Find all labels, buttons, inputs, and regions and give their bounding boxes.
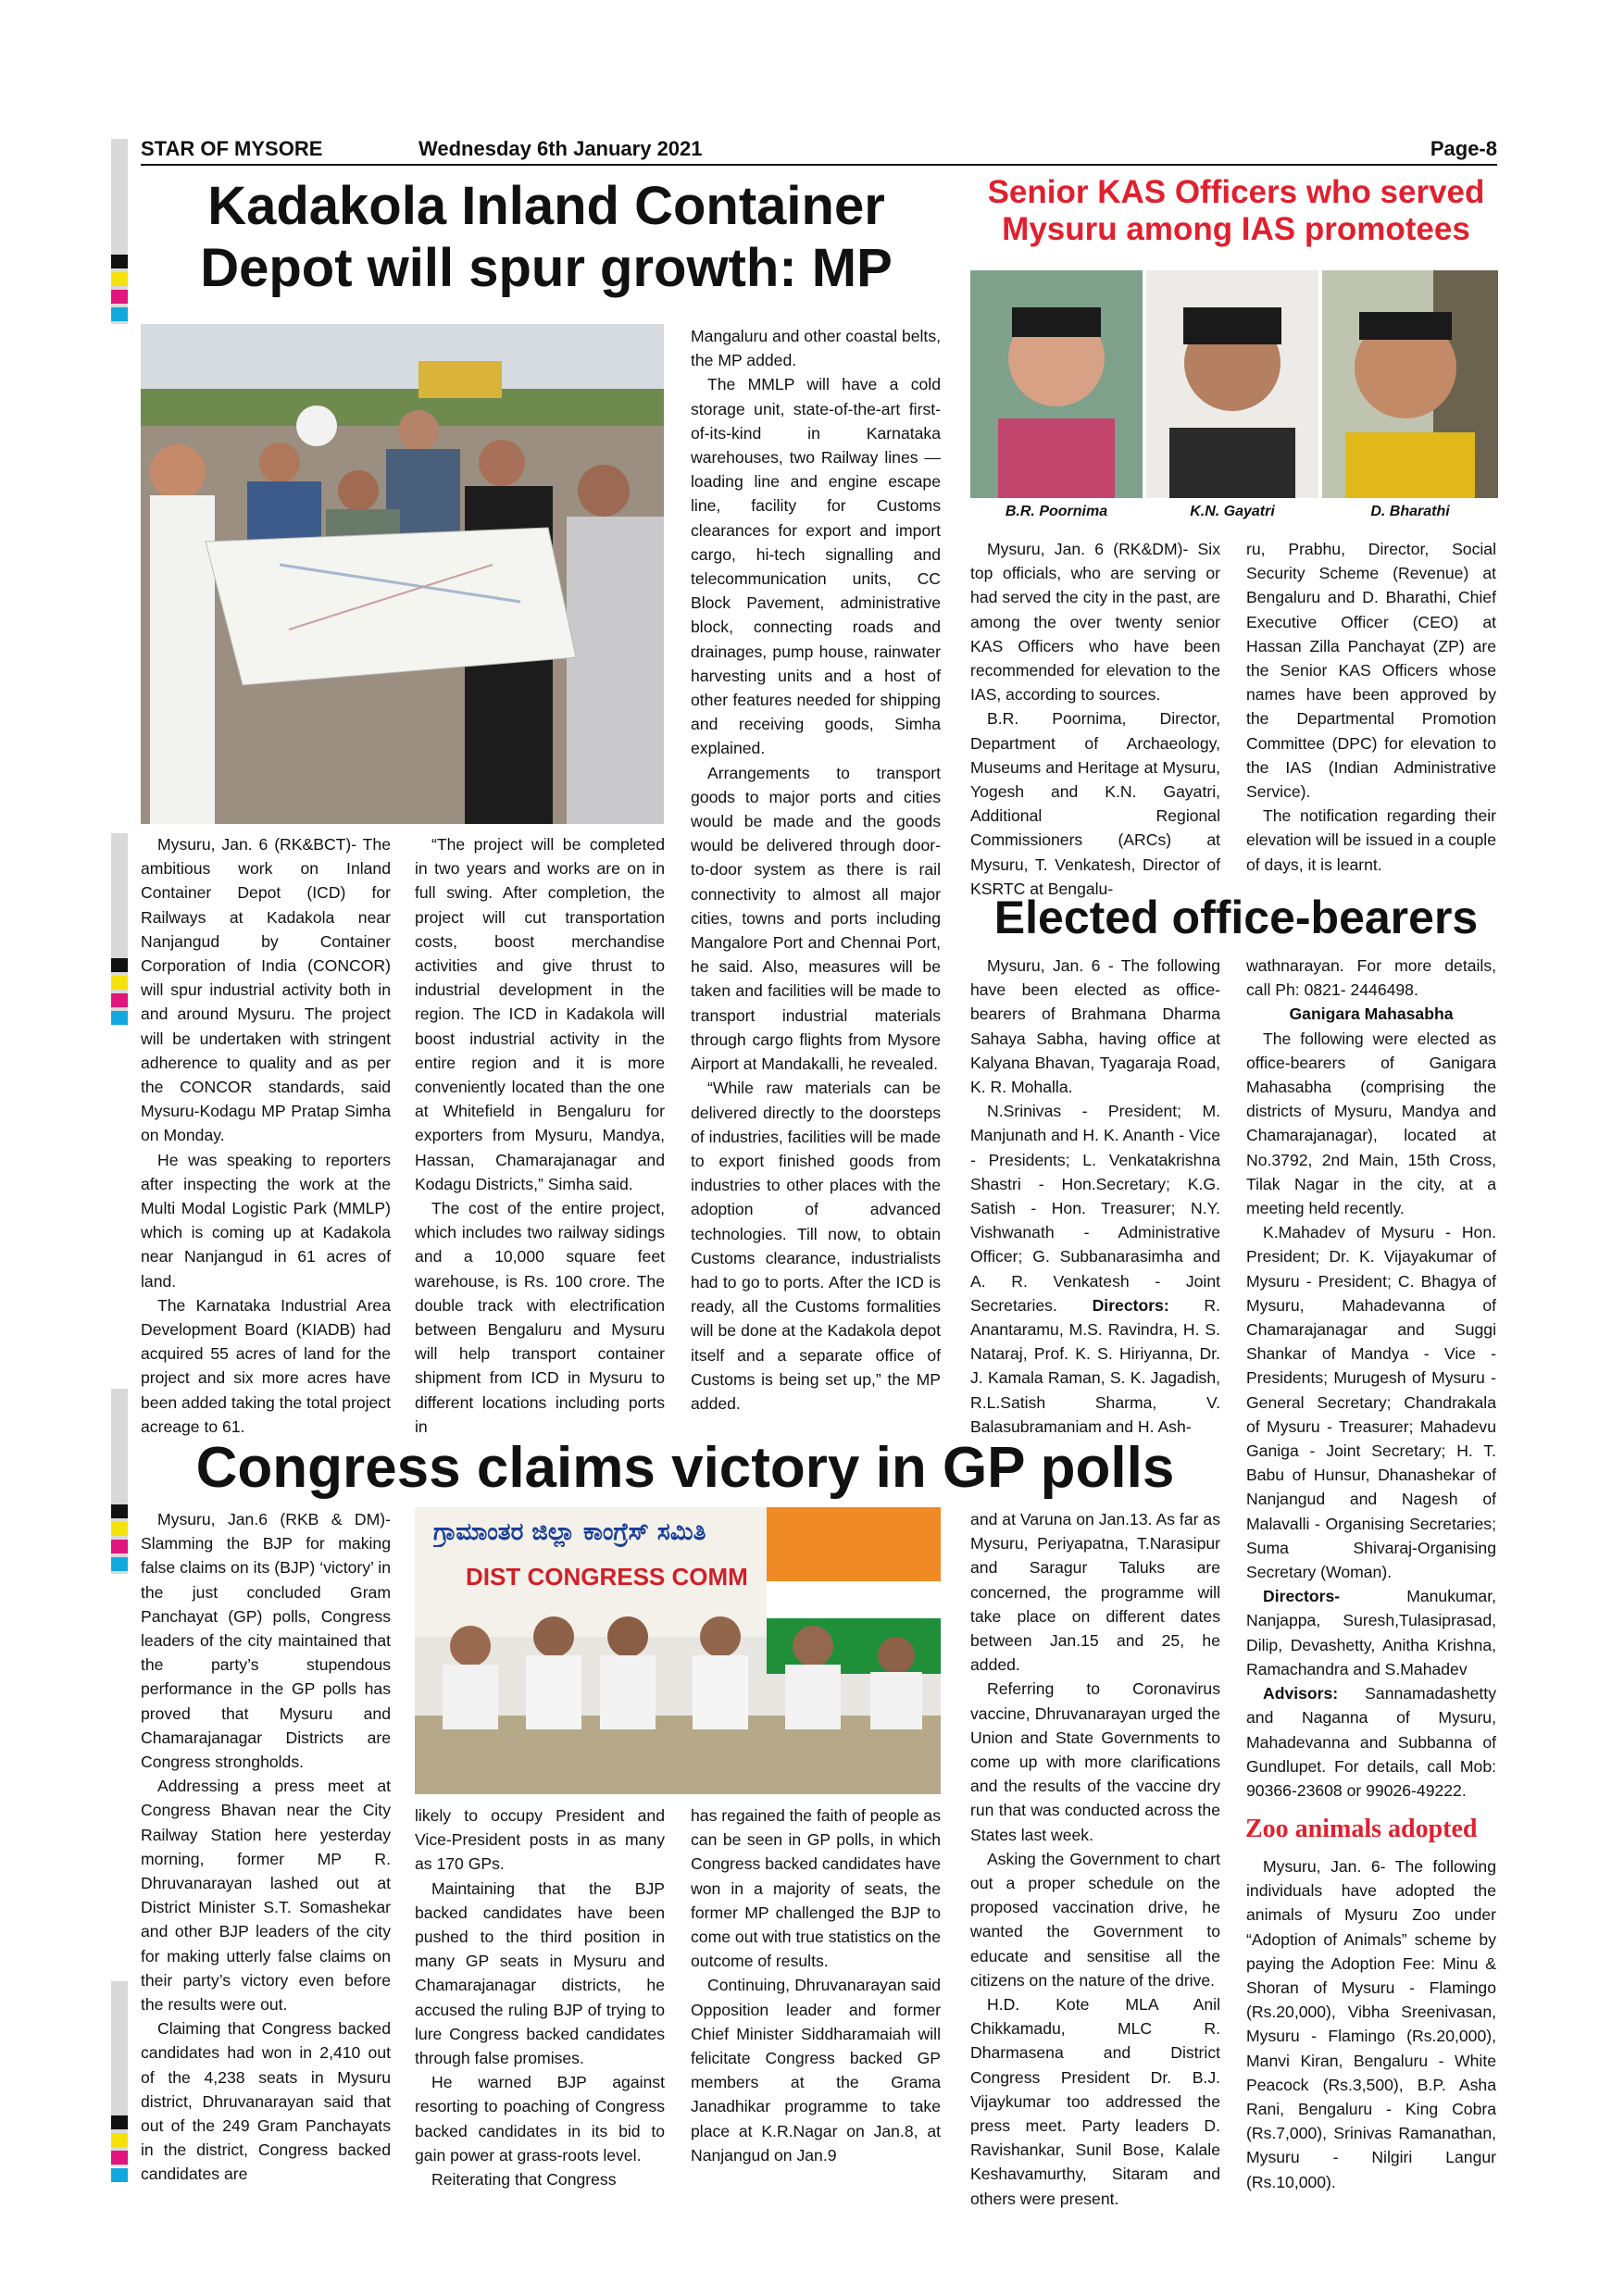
congress-paragraph: Reiterating that Congress bbox=[431, 2170, 617, 2190]
icd-paragraph: Mysuru, Jan. 6 (RK&BCT)- The ambitious work on Inland Container Depot (ICD) for Railways at Kadakola near Nanjangud by Container Corporation of India (CONCOR) will spur industrial activity both in and around Mysuru. The project will be undertaken with stringent adherence to quality and as per the CONCOR standards, said Mysuru-Kodagu MP Pratap Simha on Monday. bbox=[141, 835, 391, 1145]
icd-photo-illustration bbox=[141, 324, 664, 824]
photo-banner-english: DIST CONGRESS COMM bbox=[466, 1563, 748, 1591]
icd-paragraph: He was speaking to reporters after inspecting the work at the Multi Modal Logistic Park (MMLP) which is coming up at Kadakola near Nanjangud in 61 acres of land. bbox=[141, 1150, 391, 1291]
icd-paragraph: The MMLP will have a cold storage unit, state-of-the-art first-of-its-kind in Karnataka warehouses, two Railway lines — loading line and engine escape line, facility for Customs clearances for export and import cargo, hi-tech signalling and telecommunication units, CC Block Pavement, administrative block, connecting roads and drainages, pump house, rainwater harvesting units and a host of other features needed for shipping and receiving goods, Simha explained. bbox=[691, 375, 941, 758]
congress-column-4 bbox=[970, 1507, 1220, 2211]
photo-bharathi bbox=[1322, 270, 1498, 498]
portrait-poornima bbox=[970, 270, 1143, 498]
kas-headline-line2: Mysuru among IAS promotees bbox=[1002, 211, 1470, 248]
ganigara-directors: Manukumar, Nanjappa, Suresh,Tulasiprasad, Dilip, Devashetty, Anitha Krishna, Ramachandra and S.Mahadev bbox=[1246, 1587, 1496, 1678]
elected-paragraph: The following were elected as office-bearers of Ganigara Mahasabha (comprising the districts of Mysuru, Mandya and Chamarajanagar), located at No.3792, 2nd Main, 15th Cross, Tilak Nagar in the city, at a meeting held recently. bbox=[1246, 1029, 1496, 1218]
congress-paragraph: has regained the faith of people as can be seen in GP polls, in which Congress backed candidates have won in a majority of seats, the former MP challenged the BJP to come out with true statistics on the outcome of results. bbox=[691, 1806, 941, 1971]
congress-paragraph: and at Varuna on Jan.13. As far as Mysuru, Periyapatna, T.Narasipur and Saragur Taluks are concerned, the programme will take place on different dates between Jan.15 and 25, he added. bbox=[970, 1510, 1220, 1675]
congress-paragraph: Mysuru, Jan.6 (RKB & DM)- Slamming the BJP for making false claims on its (BJP) ‘victory’ in the just concluded Gram Panchayat (GP) polls, Congress leaders of the city maintained that the party’s stupendous performance in the GP polls has proved that Mysuru and Chamarajanagar Districts are Congress strongholds. bbox=[141, 1510, 391, 1772]
icd-paragraph: Arrangements to transport goods to major ports and cities would be made and the goods would be delivered through door-to-door system as there is rail connectivity to almost all major cities, towns and ports including Mangalore Port and Chennai Port, he said. Also, measures will be taken and facilities will be made to transport industrial materials through cargo flights from Mysore Airport at Mandakalli, he revealed. bbox=[691, 763, 941, 1074]
brahmana-directors: R. Anantaramu, M.S. Ravindra, H. S. Nataraj, Prof. K. S. Hiriyanna, Dr. J. Kamala Raman, S. K. Jagadish, R.L.Satish Sharma, V. Balasubramaniam and H. Ash- bbox=[970, 1295, 1221, 1436]
kas-headline bbox=[968, 174, 1505, 249]
congress-paragraph: Asking the Government to chart out a proper schedule on the proposed vaccination drive, he wanted the Government to educate and sensitise all the citizens on the nature of the drive. bbox=[970, 1849, 1220, 1990]
ganigara-subhead: Ganigara Mahasabha bbox=[1289, 1004, 1454, 1024]
caption-bharathi: D. Bharathi bbox=[1370, 504, 1450, 519]
elected-column-1 bbox=[970, 954, 1220, 1439]
elected-paragraph bbox=[1246, 1681, 1496, 1803]
portrait-bharathi bbox=[1322, 270, 1498, 498]
congress-paragraph: Referring to Coronavirus vaccine, Dhruvanarayan urged the Union and State Governments to come up with more clarifications and the results of the vaccine dry run that was conducted across the States last week. bbox=[970, 1679, 1220, 1844]
paper-name: STAR OF MYSORE bbox=[141, 137, 323, 160]
masthead-rule bbox=[141, 164, 1497, 166]
icd-paragraph: The cost of the entire project, which includes two railway sidings and a 10,000 square feet warehouse, is Rs. 100 crore. The double track with electrification between Bengaluru and Mysuru will help transport container shipment from ICD in Mysuru to different locations including ports in bbox=[415, 1199, 665, 1436]
congress-column-3 bbox=[691, 1803, 941, 2167]
elected-column-2 bbox=[1246, 954, 1496, 1803]
caption-gayatri: K.N. Gayatri bbox=[1190, 504, 1275, 519]
issue-date: Wednesday 6th January 2021 bbox=[418, 137, 703, 160]
congress-paragraph: likely to occupy President and Vice-President posts in as many as 170 GPs. bbox=[415, 1806, 665, 1874]
caption-poornima: B.R. Poornima bbox=[1005, 504, 1108, 519]
icd-column-1 bbox=[141, 832, 391, 1439]
icd-headline-line1: Kadakola Inland Container bbox=[207, 176, 885, 236]
congress-column-1 bbox=[141, 1507, 391, 2187]
congress-paragraph: He warned BJP against resorting to poaching of Congress backed candidates in its bid to gain power at grass-roots level. bbox=[415, 2073, 665, 2165]
kas-column-2 bbox=[1246, 537, 1496, 877]
icd-paragraph: Mangaluru and other coastal belts, the MP added. bbox=[691, 327, 941, 370]
elected-paragraph bbox=[1246, 1584, 1496, 1681]
icd-inspection-photo bbox=[141, 324, 664, 824]
advisors-label: Advisors: bbox=[1263, 1684, 1339, 1703]
kas-paragraph: ru, Prabhu, Director, Social Security Scheme (Revenue) at Bengaluru and D. Bharathi, Chief Executive Officer (CEO) at Hassan Zilla Panchayat (ZP) are the Senior KAS Officers whose names have been approved by the Departmental Promotion Committee (DPC) for elevation to the IAS (Indian Administrative Service). bbox=[1246, 540, 1496, 802]
directors-label: Directors- bbox=[1263, 1587, 1341, 1606]
congress-photo-illustration bbox=[415, 1507, 941, 1794]
photo-poornima bbox=[970, 270, 1143, 498]
congress-paragraph: Claiming that Congress backed candidates had won in 2,410 out of the 4,238 seats in Mysuru district, Dhruvanarayan said that out of the 249 Gram Panchayats in the district, Congress backed candidates are bbox=[141, 2019, 391, 2184]
registration-mark bbox=[111, 2115, 128, 2186]
congress-paragraph: Addressing a press meet at Congress Bhavan near the City Railway Station here yesterday morning, former MP R. Dhruvanarayan lashed out at District Minister S.T. Somashekar and other BJP leaders of the city for making utterly false claims on their party’s victory even before the results were out. bbox=[141, 1777, 391, 2015]
directors-label: Directors: bbox=[1092, 1295, 1169, 1315]
congress-headline: Congress claims victory in GP polls bbox=[195, 1436, 1175, 1500]
ganigara-advisors: Sannamadashetty and Naganna of Mysuru, Mahadevanna and Subbanna of Gundlupet. For details, call Mob: 90366-23608 or 99026-49222. bbox=[1246, 1684, 1496, 1800]
icd-headline bbox=[139, 176, 954, 299]
elected-paragraph: Mysuru, Jan. 6 - The following have been elected as office-bearers of Brahmana Dharma Sahaya Sabha, having office at Kalyana Bhavan, Tyagaraja Road, K. R. Mohalla. bbox=[970, 956, 1220, 1097]
congress-paragraph: Continuing, Dhruvanarayan said Opposition leader and former Chief Minister Siddharamaiah will felicitate Congress backed GP members at the Grama Janadhikar programme to take place at K.R.Nagar on Jan.8, at Nanjangud on Jan.9 bbox=[691, 1976, 941, 2165]
congress-press-meet-photo bbox=[415, 1507, 941, 1794]
elected-headline: Elected office-bearers bbox=[993, 892, 1479, 943]
kas-column-1 bbox=[970, 537, 1220, 901]
icd-headline-line2: Depot will spur growth: MP bbox=[200, 237, 893, 298]
registration-mark bbox=[111, 1504, 128, 1575]
elected-paragraph bbox=[970, 1099, 1220, 1439]
icd-column-2 bbox=[415, 832, 665, 1439]
icd-column-3 bbox=[691, 324, 941, 1416]
icd-paragraph: “The project will be completed in two years and works are on in full swing. After completion, the project will cut transportation costs, boost merchandise activities and give thrust to industrial development in the region. The ICD in Kadakola will boost industrial activity in the entire region and it is more conveniently located than the one at Whitefield in Bengaluru for exporters from Mysuru, Mandya, Hassan, Chamarajanagar and Kodagu Districts,” Simha said. bbox=[415, 835, 665, 1193]
zoo-column bbox=[1246, 1854, 1496, 2194]
photo-gayatri bbox=[1146, 270, 1318, 498]
kas-headline-line1: Senior KAS Officers who served bbox=[987, 174, 1485, 210]
registration-mark bbox=[111, 255, 128, 325]
icd-paragraph: The Karnataka Industrial Area Development Board (KIADB) had acquired 55 acres of land for the project and six more acres have been added taking the total project acreage to 61. bbox=[141, 1295, 391, 1436]
kas-paragraph: B.R. Poornima, Director, Department of Archaeology, Museums and Heritage at Mysuru, Yogesh and K.N. Gayatri, Additional Regional Commissioners (ARCs) at Mysuru, T. Venkatesh, Director of KSRTC at Bengalu- bbox=[970, 709, 1220, 898]
icd-paragraph: “While raw materials can be delivered directly to the doorsteps of industries, facilities will be made to export finished goods from industries to other places with the adoption of advanced technologies. Till now, to obtain Customs clearance, industrialists had to go to ports. After the ICD is ready, all the Customs formalities will be done at the Kadakola depot itself and a separate office of Customs is being set up,” the MP added. bbox=[691, 1079, 941, 1413]
zoo-paragraph: Mysuru, Jan. 6- The following individuals have adopted the animals of Mysuru Zoo under “Adoption of Animals” scheme by paying the Adoption Fee: Minu & Shoran of Mysuru - Flamingo (Rs.20,000), Vibha Sreenivasan, Mysuru - Flamingo (Rs.20,000), Manvi Kiran, Bengaluru - White Peacock (Rs.3,500), B.P. Asha Rani, Bengaluru - King Cobra (Rs.7,000), Srinivas Ramanathan, Mysuru - Nilgiri Langur (Rs.10,000). bbox=[1246, 1857, 1496, 2191]
congress-column-2 bbox=[415, 1803, 665, 2191]
photo-banner-kannada: ಗ್ರಾಮಾಂತರ ಜಿಲ್ಲಾ ಕಾಂಗ್ರೆಸ್ ಸಮಿತಿ bbox=[433, 1518, 706, 1546]
portrait-gayatri bbox=[1146, 270, 1318, 498]
kas-paragraph: Mysuru, Jan. 6 (RK&DM)- Six top officials, who are serving or had served the city in the past, are among the over twenty senior KAS Officers who have been recommended for elevation to the IAS, according to sources. bbox=[970, 540, 1220, 705]
registration-mark bbox=[111, 958, 128, 1029]
congress-paragraph: H.D. Kote MLA Anil Chikkamadu, MLC R. Dharmasena and District Congress President Dr. B.J. Vijaykumar too addressed the press meet. Party leaders D. Ravishankar, Sunil Bose, Kalale Keshavamurthy, Sitaram and others were present. bbox=[970, 1995, 1220, 2208]
elected-paragraph: wathnarayan. For more details, call Ph: 0821- 2446498. bbox=[1246, 956, 1496, 1000]
elected-paragraph: K.Mahadev of Mysuru - Hon. President; Dr. K. Vijayakumar of Mysuru - President; C. Bhagya of Mysuru, Mahadevanna of Chamarajanagar and Suggi Shankar of Mandya - Vice - Presidents; Murugesh of Mysuru - General Secretary; Chandrakala of Mysuru - Treasurer; Mahadevu Ganiga - Joint Secretary; H. T. Babu of Hunsur, Dhanashekar of Nanjangud and Nagesh of Malavalli - Organising Secretaries; Suma Shivaraj-Organising Secretary (Woman). bbox=[1246, 1223, 1496, 1582]
zoo-headline: Zoo animals adopted bbox=[1245, 1815, 1478, 1843]
brahmana-office-bearers: N.Srinivas - President; M. Manjunath and H. K. Ananth - Vice - Presidents; L. Venkatakrishna Shastri - Hon.Secretary; K.G. Satish - Hon. Treasurer; N.Y. Vishwanath - Administrative Officer; G. Subbanarasimha and A. R. Venkatesh - Joint Secretaries. bbox=[970, 1102, 1220, 1315]
masthead bbox=[141, 135, 1497, 163]
congress-paragraph: Maintaining that the BJP backed candidates have been pushed to the third position in many GP seats in Mysuru and Chamarajanagar districts, he accused the ruling BJP of trying to lure Congress backed candidates through false promises. bbox=[415, 1878, 665, 2068]
kas-paragraph: The notification regarding their elevation will be issued in a couple of days, it is learnt. bbox=[1246, 806, 1496, 874]
page-number: Page-8 bbox=[1430, 137, 1497, 160]
